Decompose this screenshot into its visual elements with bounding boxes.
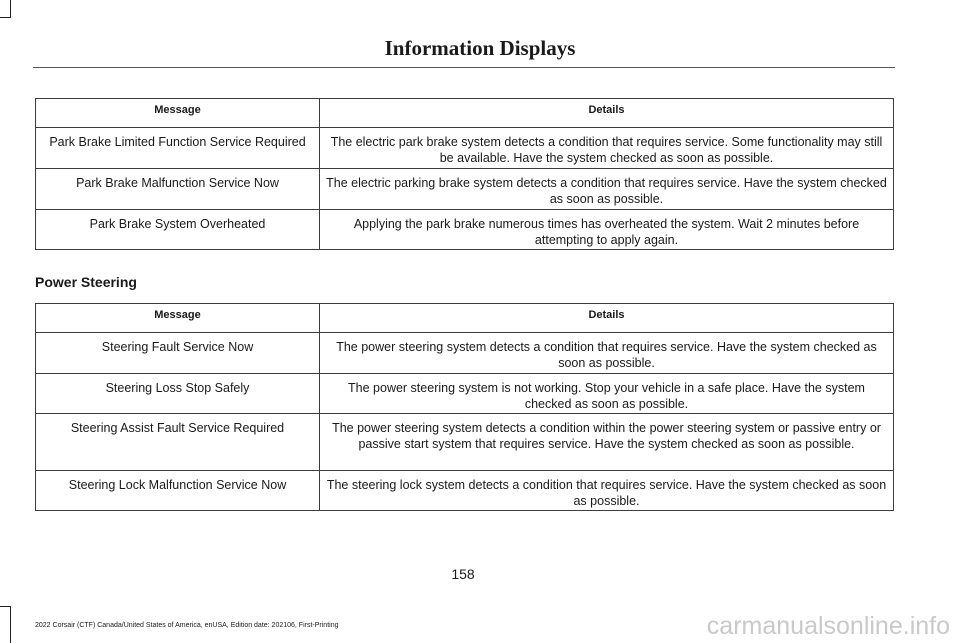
message-cell: Park Brake System Overheated xyxy=(36,210,320,250)
message-cell: Steering Loss Stop Safely xyxy=(36,374,320,414)
message-cell: Steering Assist Fault Service Required xyxy=(36,414,320,471)
page-header-title: Information Displays xyxy=(384,36,576,60)
message-cell: Park Brake Malfunction Service Now xyxy=(36,169,320,210)
details-cell: The power steering system is not working. Stop your vehicle in a safe place. Have the system checked as soon as possible. xyxy=(320,374,894,414)
table-row xyxy=(36,169,894,210)
table-row xyxy=(36,471,894,511)
details-cell: The power steering system detects a condition within the power steering system or passive entry or passive start system that requires service. Have the system checked as soon as possible. xyxy=(320,414,894,471)
table-header-row xyxy=(36,304,894,333)
column-header-details: Details xyxy=(320,304,894,333)
details-cell: The electric parking brake system detects a condition that requires service. Have the system checked as soon as possible. xyxy=(320,169,894,210)
crop-mark-bottom-left-horizontal xyxy=(0,606,11,607)
power-steering-messages-table xyxy=(35,303,894,511)
table-row xyxy=(36,374,894,414)
edition-footer: 2022 Corsair (CTF) Canada/United States of America, enUSA, Edition date: 202106, First-Printing xyxy=(35,622,339,629)
details-cell: The power steering system detects a condition that requires service. Have the system checked as soon as possible. xyxy=(320,333,894,374)
message-cell: Steering Fault Service Now xyxy=(36,333,320,374)
crop-mark-bottom-left-vertical xyxy=(10,606,11,643)
details-cell: Applying the park brake numerous times has overheated the system. Wait 2 minutes before attempting to apply again. xyxy=(320,210,894,250)
park-brake-messages-table xyxy=(35,98,894,250)
page-number: 158 xyxy=(451,566,475,582)
table-row xyxy=(36,333,894,374)
watermark: carmanualsonline.info xyxy=(706,612,950,640)
table-row xyxy=(36,128,894,169)
details-cell: The electric park brake system detects a condition that requires service. Some functionality may still be available. Have the system checked as soon as possible. xyxy=(320,128,894,169)
table-row xyxy=(36,210,894,250)
message-cell: Park Brake Limited Function Service Required xyxy=(36,128,320,169)
crop-mark-top-left-vertical xyxy=(10,0,11,18)
table-row xyxy=(36,414,894,471)
table-header-row xyxy=(36,99,894,128)
header-divider xyxy=(33,67,895,68)
crop-mark-top-left-horizontal xyxy=(0,17,11,18)
column-header-message: Message xyxy=(36,304,320,333)
section-heading-power-steering: Power Steering xyxy=(35,274,137,290)
details-cell: The steering lock system detects a condition that requires service. Have the system checked as soon as possible. xyxy=(320,471,894,511)
column-header-details: Details xyxy=(320,99,894,128)
message-cell: Steering Lock Malfunction Service Now xyxy=(36,471,320,511)
column-header-message: Message xyxy=(36,99,320,128)
